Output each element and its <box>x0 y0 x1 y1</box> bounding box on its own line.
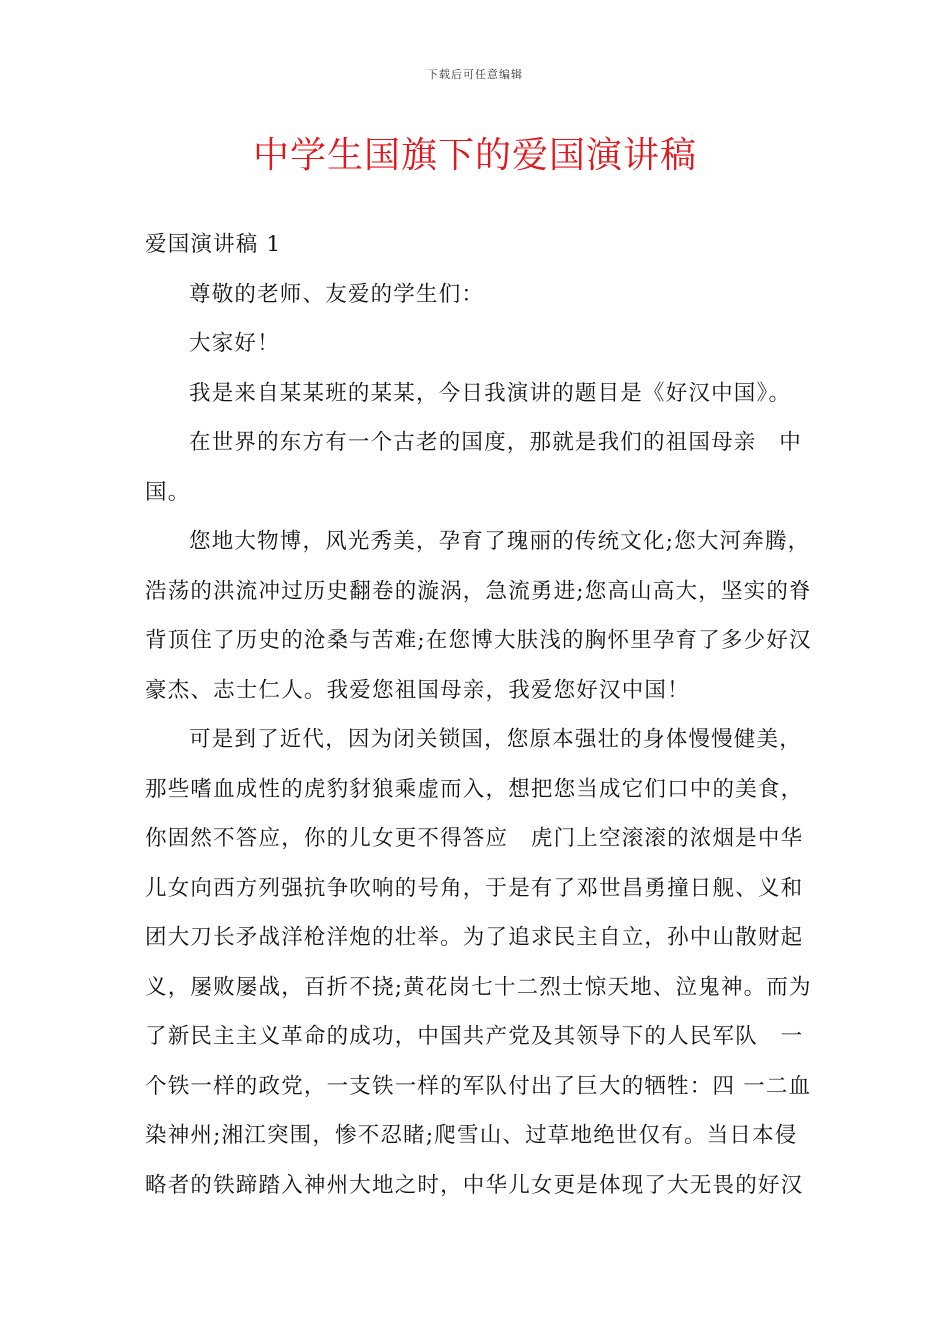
paragraph-hello <box>145 319 810 369</box>
paragraph-line: 尊敬的老师、友爱的学生们： <box>189 281 485 307</box>
paragraph-line: 个铁一样的政党，一支铁一样的军队付出了巨大的牺牲：四 一二血 <box>145 1073 812 1099</box>
paragraph-line: 略者的铁蹄踏入神州大地之时，中华儿女更是体现了大无畏的好汉 <box>145 1172 804 1198</box>
paragraph-line: 我是来自某某班的某某，今日我演讲的题目是《好汉中国》。 <box>189 380 792 406</box>
document-title: 中学生国旗下的爱国演讲稿 <box>252 135 697 176</box>
section-heading <box>145 220 810 270</box>
paragraph-line: 豪杰、志士仁人。我爱您祖国母亲，我爱您好汉中国！ <box>145 677 690 703</box>
paragraph-line: 你固然不答应，你的儿女更不得答应 虎门上空滚滚的浓烟是中华 <box>145 826 804 851</box>
paragraph-line: 大家好！ <box>189 331 280 356</box>
paragraph-east <box>145 418 810 517</box>
paragraph-land <box>145 517 810 715</box>
paragraph-line: 国。 <box>145 479 191 505</box>
paragraph-line: 儿女向西方列强抗争吹响的号角，于是有了邓世昌勇撞日舰、义和 <box>145 875 804 901</box>
paragraph-line: 背顶住了历史的沧桑与苦难;在您博大肤浅的胸怀里孕育了多少好汉 <box>145 628 812 653</box>
paragraph-line: 那些嗜血成性的虎豹豺狼乘虚而入，想把您当成它们口中的美食， <box>145 776 804 802</box>
header-note: 下载后可任意编辑 <box>427 68 523 81</box>
paragraph-line: 团大刀长矛战洋枪洋炮的壮举。为了追求民主自立，孙中山散财起 <box>145 925 804 950</box>
paragraph-intro <box>145 369 810 419</box>
section-heading-text: 爱国演讲稿 1 <box>145 232 282 257</box>
paragraph-line: 您地大物博，风光秀美，孕育了瑰丽的传统文化;您大河奔腾， <box>189 529 811 554</box>
paragraph-line: 义，屡败屡战，百折不挠;黄花岗七十二烈士惊天地、泣鬼神。而为 <box>145 974 812 1000</box>
paragraph-line: 在世界的东方有一个古老的国度，那就是我们的祖国母亲 中 <box>189 430 802 455</box>
document-body <box>145 220 810 1210</box>
paragraph-modern <box>145 715 810 1210</box>
paragraph-greeting <box>145 270 810 320</box>
paragraph-line: 染神州;湘江突围，惨不忍睹;爬雪山、过草地绝世仅有。当日本侵 <box>145 1123 798 1148</box>
paragraph-line: 浩荡的洪流冲过历史翻卷的漩涡，急流勇进;您高山高大，坚实的脊 <box>145 578 812 604</box>
paragraph-line: 可是到了近代，因为闭关锁国，您原本强壮的身体慢慢健美， <box>189 727 802 752</box>
paragraph-line: 了新民主主义革命的成功，中国共产党及其领导下的人民军队 一 <box>145 1024 804 1049</box>
